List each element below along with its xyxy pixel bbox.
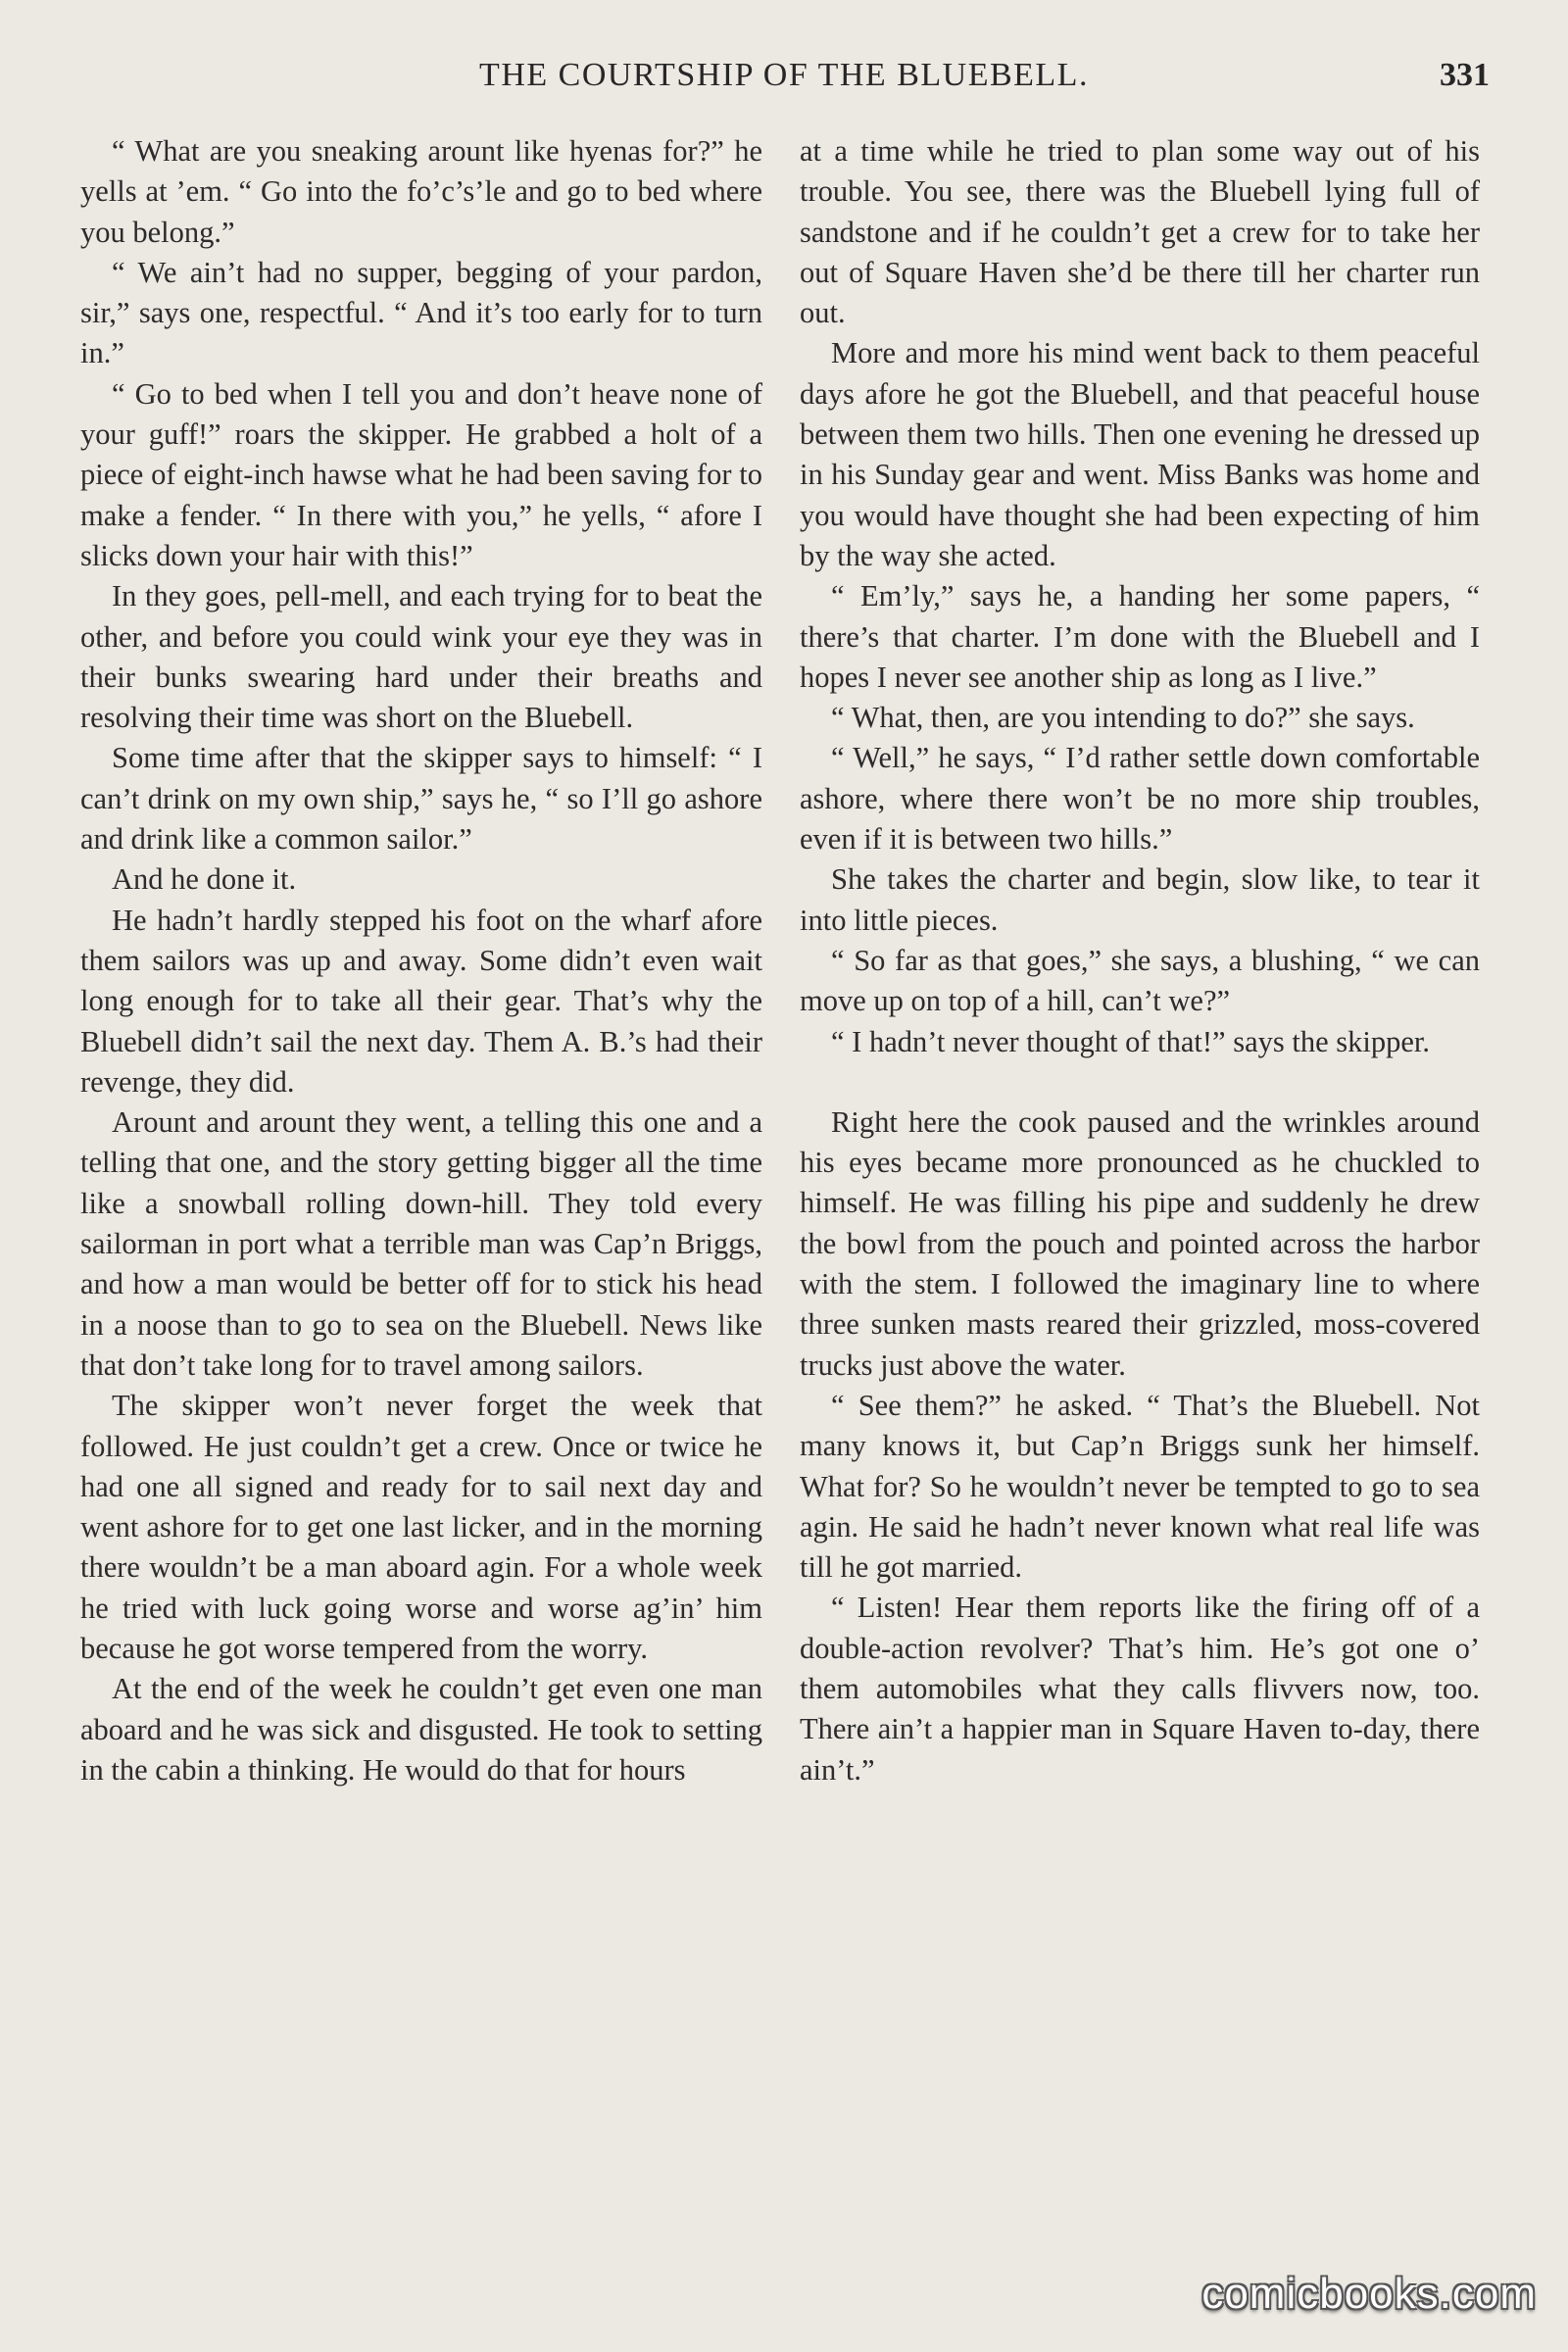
paragraph: “ We ain’t had no supper, begging of your pardon, sir,” says one, respectful. “ And it’s too early for to turn in.” bbox=[80, 255, 762, 370]
page-number: 331 bbox=[1440, 57, 1490, 93]
paragraph: at a time while he tried to plan some way out of his trouble. You see, there was the Bluebell lying full of sandstone and if he couldn’t get a crew for to take her out of Square Haven she’d be there till her charter run out. bbox=[800, 134, 1480, 330]
paragraph: “ I hadn’t never thought of that!” says the skipper. bbox=[831, 1024, 1430, 1058]
paragraph: Some time after that the skipper says to himself: “ I can’t drink on my own ship,” says he, “ so I’ll go ashore and drink like a common sailor.” bbox=[80, 741, 762, 857]
paragraph: “ Well,” he says, “ I’d rather settle down comfortable ashore, where there won’t be no more ship troubles, even if it is between two hills.” bbox=[800, 741, 1480, 857]
right-column bbox=[800, 131, 1480, 1790]
paragraph: Arount and arount they went, a telling this one and a telling that one, and the story getting bigger all the time like a snowball rolling down-hill. They told every sailorman in port what a terrible man was Cap’n Briggs, and how a man would be better off for to stick his head in a noose than to go to sea on the Bluebell. News like that don’t take long for to travel among sailors. bbox=[80, 1105, 762, 1382]
left-column bbox=[80, 131, 762, 1790]
paragraph: “ What are you sneaking arount like hyenas for?” he yells at ’em. “ Go into the fo’c’s’le and go to bed where you belong.” bbox=[80, 134, 762, 249]
paragraph: The skipper won’t never forget the week that followed. He just couldn’t get a crew. Once or twice he had one all signed and ready for to sail next day and went ashore for to get one last licker, and in the morning there wouldn’t be a man aboard agin. For a whole week he tried with luck going worse and worse ag’in’ him because he got worse tempered from the worry. bbox=[80, 1389, 762, 1665]
paragraph: “ Em’ly,” says he, a handing her some papers, “ there’s that charter. I’m done with the Bluebell and I hopes I never see another ship as long as I live.” bbox=[800, 579, 1480, 694]
paragraph: “ So far as that goes,” she says, a blushing, “ we can move up on top of a hill, can’t we?” bbox=[800, 943, 1480, 1018]
paragraph: “ Listen! Hear them reports like the firing off of a double-action revolver? That’s him. He’s got one o’ them automobiles what they calls flivvers now, too. There ain’t a happier man in Square Haven to-day, there ain’t.” bbox=[800, 1591, 1480, 1787]
paragraph: More and more his mind went back to them peaceful days afore he got the Bluebell, and that peaceful house between them two hills. Then one evening he dressed up in his Sunday gear and went. Miss Banks was home and you would have thought she had been expecting of him by the way she acted. bbox=[800, 336, 1480, 572]
running-header bbox=[0, 57, 1568, 106]
paragraph: “ See them?” he asked. “ That’s the Bluebell. Not many knows it, but Cap’n Briggs sunk her himself. What for? So he wouldn’t never be tempted to go to sea agin. He said he hadn’t never known what real life was till he got married. bbox=[800, 1388, 1480, 1585]
paragraph: “ What, then, are you intending to do?” she says. bbox=[831, 701, 1415, 735]
paragraph: At the end of the week he couldn’t get even one man aboard and he was sick and disgusted. He took to setting in the cabin a thinking. He would do that for hours bbox=[80, 1672, 762, 1787]
paragraph: “ Go to bed when I tell you and don’t heave none of your guff!” roars the skipper. He grabbed a holt of a piece of eight-inch hawse what he had been saving for to make a fender. “ In there with you,” he yells, “ afore I slicks down your hair with this!” bbox=[80, 376, 762, 572]
paragraph: Right here the cook paused and the wrinkles around his eyes became more pronounced as he chuckled to himself. He was filling his pipe and suddenly he drew the bowl from the pouch and pointed across the harbor with the stem. I followed the imaginary line to where three sunken masts reared their grizzled, moss-covered trucks just above the water. bbox=[800, 1104, 1480, 1382]
paragraph: And he done it. bbox=[112, 862, 297, 897]
paragraph: He hadn’t hardly stepped his foot on the wharf afore them sailors was up and away. Some didn’t even wait long enough for to take all their gear. That’s why the Bluebell didn’t sail the next day. Them A. B.’s had their revenge, they did. bbox=[80, 903, 762, 1099]
paragraph: She takes the charter and begin, slow like, to tear it into little pieces. bbox=[800, 862, 1480, 937]
paragraph: In they goes, pell-mell, and each trying for to beat the other, and before you could wink your eye they was in their bunks swearing hard under their breaths and resolving their time was short on the Bluebell. bbox=[80, 579, 762, 735]
running-title: THE COURTSHIP OF THE BLUEBELL. bbox=[479, 57, 1089, 93]
watermark: comicbooks.com bbox=[1201, 2270, 1537, 2318]
